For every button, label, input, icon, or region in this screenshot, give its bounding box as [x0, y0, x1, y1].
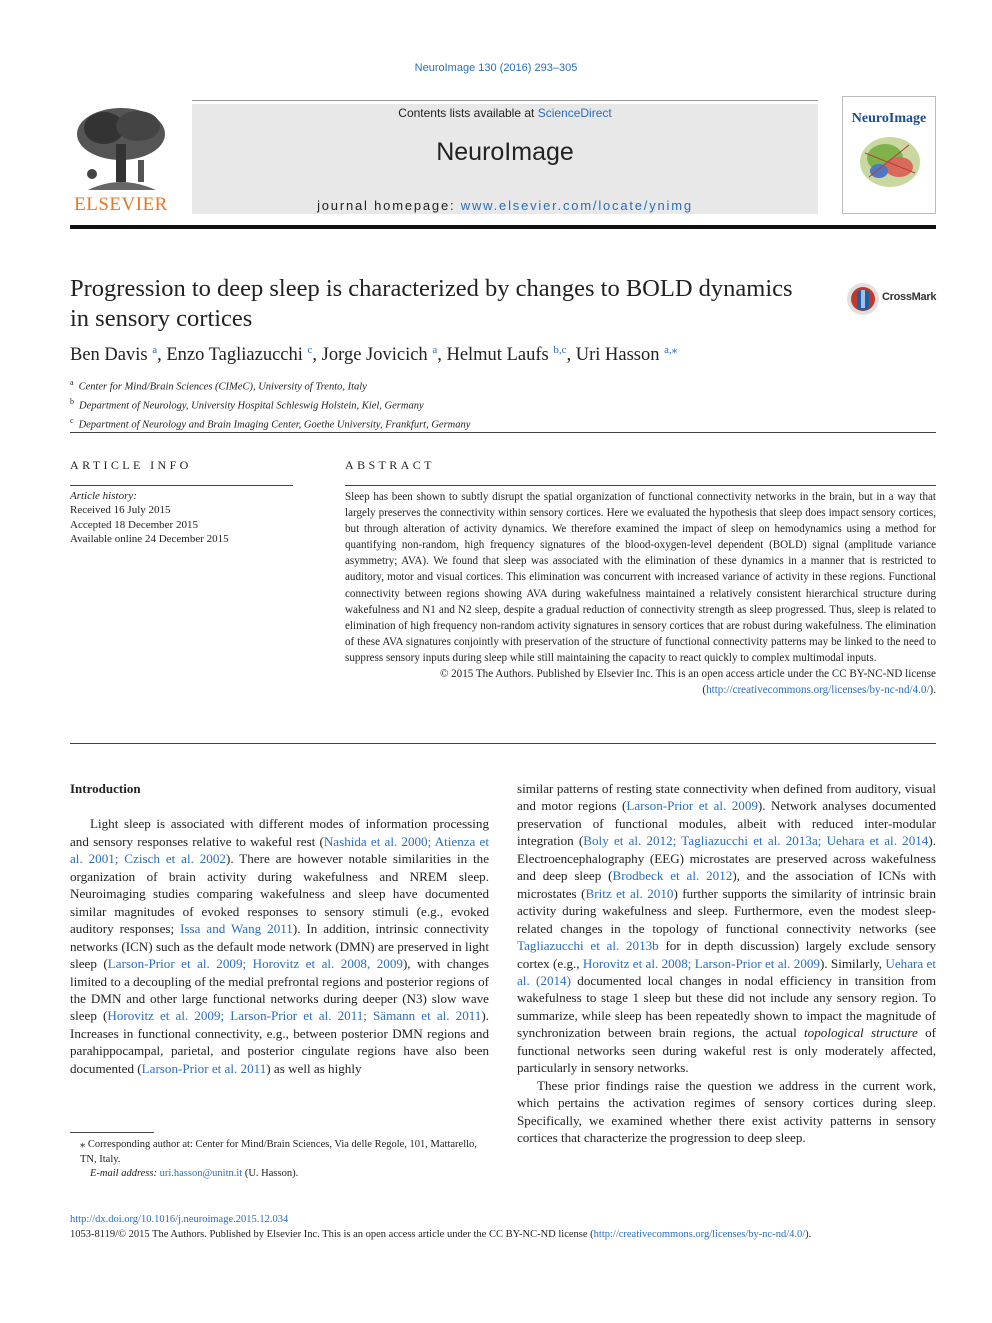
- license-line: © 2015 The Authors. Published by Elsevier Inc. This is an open access article under the CC BY-NC-ND license: [439, 668, 936, 681]
- emphasis-text: topological structure: [804, 1025, 918, 1041]
- email-link[interactable]: uri.hasson@unitn.it: [159, 1168, 243, 1179]
- body-text: ), and the association of ICNs with microstates (: [517, 868, 936, 901]
- abstract-text: Sleep has been shown to subtly disrupt the spatial organization of functional connectivity networks in the brain, but in a way that largely preserves the connectivity within sensory cortices. Here we evaluated the hypothesis that sleep does impact sensory cortices, but through alteration of activity dynamics. We therefore examined the impact of sleep on hemodynamics using a method for quantifying non-random, high frequency signatures of the blood-oxygen-level dependent (BOLD) signal (amplitude variance asymmetry; AVA). We found that sleep was associated with the elimination of these dynamics in a manner that is restricted to auditory, motor and visual cortices. This elimination was concurrent with increased variance of activity in these regions. Functional connectivity between regions showing AVA during wakefulness maintained a relatively consistent hierarchical structure during wakefulness and N1 and N2 sleep, despite a gradual reduction of connectivity strength as sleep progressed. Thus, sleep is related to elimination of high frequency non-random activity signatures in sensory cortices that are robust during wakefulness. The elimination of these AVA signatures conjointly with preservation of the structure of functional connectivity patterns may be linked to the need to suppress sensory inputs during sleep while still maintaining the capacity to react quickly to complex multimodal inputs.: [345, 491, 936, 664]
- license-link[interactable]: http://creativecommons.org/licenses/by-nc-nd/4.0/: [706, 684, 930, 697]
- contents-prefix: Contents lists available at: [398, 106, 538, 120]
- author-affil-mark[interactable]: c: [307, 344, 313, 356]
- body-text: ). There are however notable similarities in the organization of brain activity during wakefulness and NREM sleep. Neuroimaging studies comparing wakefulness and sleep have documented similar magnitudes of evoked responses to sensory stimuli (e.g., evoked auditory responses;: [70, 851, 490, 937]
- author-list: [70, 343, 930, 366]
- citation-link[interactable]: Boly et al. 2012; Tagliazucchi et al. 2013a; Uehara et al. 2014: [583, 833, 929, 849]
- citation-link[interactable]: Issa and Wang 2011: [180, 921, 293, 937]
- body-text: ). Electroencephalography (EEG) microstates are preserved across wakefulness and deep sleep (: [517, 833, 936, 884]
- citation-link[interactable]: Uehara et al. (2014): [517, 955, 936, 988]
- citation-link[interactable]: Larson-Prior et al. 2009; Horovitz et al. 2008, 2009: [107, 956, 403, 972]
- author: Ben Davis $^a$,: [70, 344, 167, 366]
- affiliation: $^b$ Department of Neurology, University Hospital Schleswig Holstein, Kiel, Germany: [70, 397, 424, 412]
- article-info-heading: ARTICLE INFO: [70, 458, 192, 472]
- citation-link[interactable]: Horovitz et al. 2009; Larson-Prior et al. 2011; Sämann et al. 2011: [107, 1008, 482, 1024]
- citation-link[interactable]: Horovitz et al. 2008; Larson-Prior et al. 2009: [582, 955, 820, 971]
- crossmark-badge[interactable]: [846, 282, 938, 316]
- author-name[interactable]: Uri Hasson: [575, 345, 660, 366]
- body-text: of functional networks seen during wakeful rest is only moderately affected, particularly in sensory networks.: [517, 1025, 937, 1076]
- brain-cover-image: [857, 133, 923, 191]
- intro-paragraph-continued: [517, 780, 936, 1077]
- elsevier-tree-icon: [68, 104, 174, 194]
- footnote: [70, 1138, 490, 1182]
- left-column: [70, 780, 489, 1077]
- author-affil-mark[interactable]: a: [432, 344, 438, 356]
- affiliation: $^c$ Department of Neurology and Brain Imaging Center, Goethe University, Frankfurt, Germany: [70, 416, 471, 431]
- publisher-wordmark: ELSEVIER: [74, 194, 168, 215]
- history-label: Article history:: [70, 490, 137, 502]
- citation-link[interactable]: Tagliazucchi et al. 2013b: [517, 938, 659, 954]
- article-history: [70, 489, 295, 547]
- author-affil-mark[interactable]: b,c: [553, 344, 567, 356]
- article-info-rule: [70, 485, 293, 486]
- intro-paragraph-2: These prior findings raise the question we address in the current work, which pertains the activation regimes of sensory cortices during sleep. Specifically, we examined whether there exist activity patterns in sensory cortices that characterize the progression to deep sleep.: [517, 1077, 936, 1146]
- email-line: E-mail address: uri.hasson@unitn.it (U. Hasson).: [90, 1168, 299, 1179]
- banner-top-rule: [192, 100, 818, 101]
- abstract-bottom-rule: [70, 743, 936, 744]
- body-text: ). Network analyses documented preservation of functional modules, albeit with reduced inter-modular integration (: [517, 798, 936, 849]
- abstract-rule: [345, 485, 936, 486]
- author-name[interactable]: Helmut Laufs: [446, 345, 549, 366]
- citation-link[interactable]: Larson-Prior et al. 2009: [626, 798, 758, 814]
- issn-license-line: 1053-8119/© 2015 The Authors. Published by Elsevier Inc. This is an open access article under the CC BY-NC-ND license (http://creativecommons.org/licenses/by-nc-nd/4.0/).: [70, 1229, 812, 1240]
- right-column: [517, 780, 936, 1147]
- accepted-date: Accepted 18 December 2015: [70, 518, 198, 531]
- body-text: ). Similarly,: [819, 955, 886, 971]
- received-date: Received 16 July 2015: [70, 504, 171, 517]
- journal-cover[interactable]: [842, 96, 936, 214]
- body-text: ). Increases in functional connectivity, e.g., between posterior DMN regions and parahippocampal, parietal, and posterior cingulate regions have also been documented (: [70, 1008, 489, 1076]
- homepage-prefix: journal homepage:: [317, 198, 461, 213]
- cover-title: NeuroImage: [851, 111, 927, 126]
- citation-link[interactable]: Nashida et al. 2000; Atienza et al. 2001; Czisch et al. 2002: [70, 833, 489, 867]
- author-affil-mark[interactable]: a,⁎: [664, 344, 678, 356]
- body-text: similar patterns of resting state connectivity when defined from auditory, visual and motor regions (: [517, 781, 936, 814]
- contents-line: [192, 106, 818, 120]
- citation-link[interactable]: Larson-Prior et al. 2011: [141, 1060, 267, 1076]
- corresponding-author-note: ⁎ Corresponding author at: Center for Mind/Brain Sciences, Via delle Regole, 101, Mattarello, TN, Italy.: [80, 1139, 477, 1165]
- body-text: Light sleep is associated with different modes of information processing and sensory responses relative to wakeful rest (: [70, 816, 489, 849]
- author: Helmut Laufs $^{b,c}$,: [446, 344, 576, 366]
- affiliation-rule: [70, 432, 936, 433]
- author-name[interactable]: Enzo Tagliazucchi: [166, 345, 303, 366]
- author-name[interactable]: Jorge Jovicich: [321, 345, 428, 366]
- author: Jorge Jovicich $^a$,: [321, 344, 447, 366]
- doi-link[interactable]: http://dx.doi.org/10.1016/j.neuroimage.2015.12.034: [70, 1214, 289, 1225]
- body-text: ), with changes limited to a decoupling of the medial prefrontal regions and posterior regions of the DMN and other large functional networks during deeper (N3) slow wave sleep (: [70, 956, 489, 1024]
- header-rule: [70, 225, 936, 229]
- journal-name: NeuroImage: [436, 138, 574, 166]
- abstract-heading: ABSTRACT: [345, 458, 435, 472]
- citation-link[interactable]: Britz et al. 2010: [585, 885, 674, 901]
- homepage-link[interactable]: www.elsevier.com/locate/ynimg: [460, 198, 693, 213]
- footer-license-link[interactable]: http://creativecommons.org/licenses/by-nc-nd/4.0/: [593, 1229, 806, 1240]
- body-text: ) further supports the similarity of intrinsic brain activity during wakefulness and sleep. Furthermore, even the modest sleep-related changes in the topology of functional connectivity networks (see: [517, 885, 937, 936]
- journal-citation[interactable]: NeuroImage 130 (2016) 293–305: [414, 62, 578, 74]
- author: [576, 345, 678, 365]
- elsevier-logo[interactable]: [68, 104, 174, 216]
- author-name[interactable]: Ben Davis: [70, 345, 148, 366]
- affiliations: [70, 376, 930, 434]
- author: Enzo Tagliazucchi $^c$,: [166, 344, 322, 366]
- body-text: documented local changes in nodal efficiency in transition from wakefulness to stage 1 sleep but these did not include any sensory region. To summarize, while sleep has been repeatedly shown to impact the magnitude of synchronization between brain regions, the actual: [517, 972, 937, 1041]
- body-text: ) as well as highly: [266, 1060, 362, 1076]
- footnote-rule: [70, 1132, 154, 1133]
- abstract: [345, 489, 936, 698]
- author-affil-mark[interactable]: a: [152, 344, 158, 356]
- crossmark-icon: [846, 282, 880, 316]
- body-text: ). In addition, intrinsic connectivity networks (ICN) such as the default mode network (DMN) are preserved in light sleep (: [70, 921, 489, 972]
- homepage-line: [192, 198, 818, 213]
- citation-link[interactable]: Brodbeck et al. 2012: [612, 868, 733, 884]
- section-heading-introduction: Introduction: [70, 781, 141, 796]
- online-date: Available online 24 December 2015: [70, 533, 229, 546]
- affiliation: $^a$ Center for Mind/Brain Sciences (CIMeC), University of Trento, Italy: [70, 378, 367, 393]
- abstract-license: © 2015 The Authors. Published by Elsevier Inc. This is an open access article under the CC BY-NC-ND license (http://creativecommons.org/licenses/by-nc-nd/4.0/).: [345, 666, 936, 698]
- intro-paragraph-1: [70, 815, 489, 1077]
- body-text: for in depth discussion) largely exclude sensory cortex (e.g.,: [517, 938, 936, 971]
- sciencedirect-link[interactable]: ScienceDirect: [537, 106, 612, 120]
- journal-banner: [192, 104, 818, 214]
- article-title: Progression to deep sleep is characterized by changes to BOLD dynamics in sensory cortices: [70, 275, 793, 332]
- crossmark-label: CrossMark: [882, 291, 937, 303]
